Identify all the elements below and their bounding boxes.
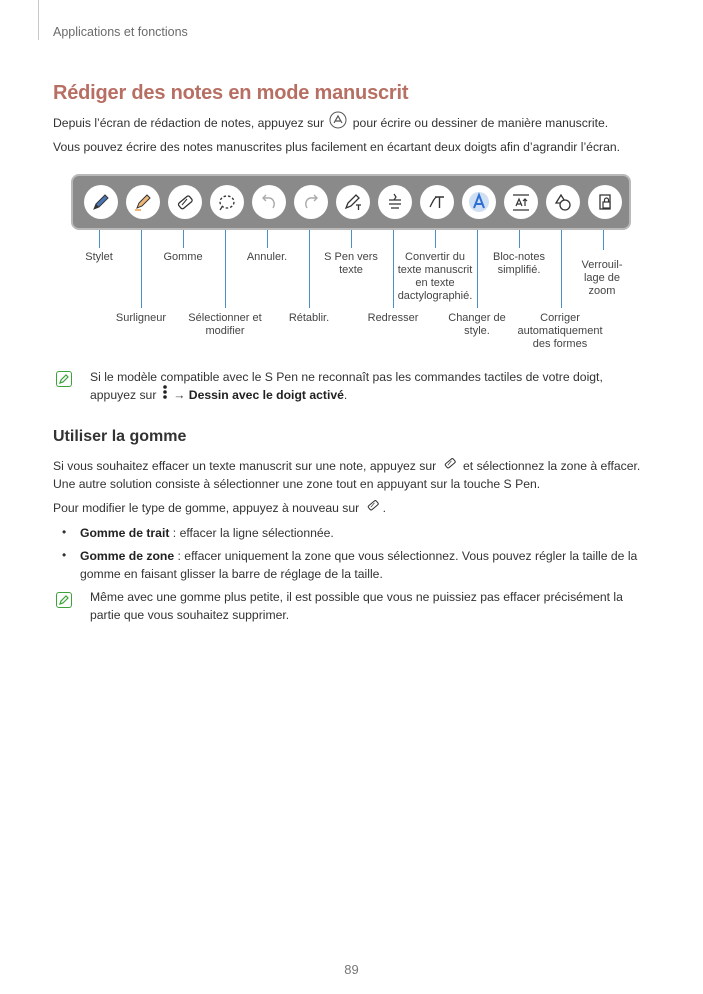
label-corr-line1: Corriger bbox=[540, 312, 580, 324]
bullet-2-line2: gomme en faisant glisser la barre de réglage de la taille. bbox=[80, 567, 383, 581]
redo-icon[interactable] bbox=[294, 185, 328, 219]
spen-to-text-icon[interactable] bbox=[336, 185, 370, 219]
label-selectionner bbox=[179, 312, 271, 338]
handwriting-toolbar bbox=[71, 174, 631, 230]
leader-surligneur bbox=[141, 230, 142, 308]
lasso-select-icon[interactable] bbox=[210, 185, 244, 219]
pen-icon[interactable] bbox=[84, 185, 118, 219]
handwriting-mode-icon bbox=[329, 111, 347, 134]
section2-p1-line1 bbox=[53, 457, 640, 476]
more-options-icon bbox=[162, 384, 168, 405]
label-corr-line2: automatiquement bbox=[517, 325, 603, 337]
bullet-2-bold: Gomme de zone bbox=[80, 549, 175, 563]
label-convertir-line4: dactylographié. bbox=[397, 290, 473, 302]
leader-annuler bbox=[267, 230, 268, 248]
label-spen-line1: S Pen vers bbox=[324, 251, 378, 263]
page-number: 89 bbox=[344, 962, 359, 977]
leader-bloc-notes bbox=[519, 230, 520, 248]
note1-text-before: appuyez sur bbox=[90, 388, 157, 402]
leader-corriger bbox=[561, 230, 562, 308]
note-icon bbox=[56, 592, 72, 608]
bullet-1-bold: Gomme de trait bbox=[80, 526, 170, 540]
change-style-icon[interactable] bbox=[462, 185, 496, 219]
label-convertir-line1: Convertir du bbox=[405, 251, 465, 263]
leader-convertir bbox=[435, 230, 436, 248]
leader-selectionner bbox=[225, 230, 226, 308]
note1-line1: Si le modèle compatible avec le S Pen ne reconnaît pas les commandes tactiles de votre doigt, bbox=[90, 370, 603, 384]
eraser-icon[interactable] bbox=[168, 185, 202, 219]
label-verr-line2: lage de bbox=[583, 272, 621, 284]
intro-text-before: Depuis l’écran de rédaction de notes, appuyez sur bbox=[53, 116, 324, 131]
zoom-lock-icon[interactable] bbox=[588, 185, 622, 219]
intro-line-1 bbox=[53, 114, 608, 134]
label-bloc-line2: simplifié. bbox=[497, 264, 541, 276]
label-corriger bbox=[509, 312, 611, 351]
s2p2-before: Pour modifier le type de gomme, appuyez à nouveau sur bbox=[53, 501, 360, 515]
label-verr-line1: Verrouil- bbox=[581, 259, 623, 271]
note1-line2 bbox=[90, 386, 347, 405]
label-annuler: Annuler. bbox=[246, 251, 288, 263]
label-changer-style bbox=[438, 312, 516, 338]
leader-gomme bbox=[183, 230, 184, 248]
running-header: Applications et fonctions bbox=[53, 25, 188, 39]
label-corr-line3: des formes bbox=[532, 338, 588, 350]
undo-icon[interactable] bbox=[252, 185, 286, 219]
label-bloc-line1: Bloc-notes bbox=[493, 251, 545, 263]
convert-handwriting-icon[interactable] bbox=[420, 185, 454, 219]
note2-line1: Même avec une gomme plus petite, il est possible que vous ne puissiez pas effacer précisément la bbox=[90, 590, 623, 604]
s2p2-after: . bbox=[382, 501, 386, 515]
bullet-1 bbox=[80, 524, 334, 542]
label-bloc-notes bbox=[481, 251, 557, 277]
highlighter-icon[interactable] bbox=[126, 185, 160, 219]
section2-p1-line2: Une autre solution consiste à sélectionner une zone tout en appuyant sur la touche S Pen. bbox=[53, 477, 541, 491]
label-retablir: Rétablir. bbox=[288, 312, 330, 324]
label-sel-line2: modifier bbox=[205, 325, 245, 337]
label-spen-line2: texte bbox=[339, 264, 363, 276]
label-convertir-line2: texte manuscrit bbox=[397, 264, 473, 276]
label-sel-line1: Sélectionner et bbox=[188, 312, 262, 324]
intro-text-after: pour écrire ou dessiner de manière manuscrite. bbox=[352, 116, 609, 131]
leader-spen bbox=[351, 230, 352, 248]
note2-line2: partie que vous souhaitez supprimer. bbox=[90, 608, 290, 622]
section-heading: Utiliser la gomme bbox=[53, 428, 187, 445]
section2-p2 bbox=[53, 499, 386, 518]
bullet-2-text: : effacer uniquement la zone que vous sélectionnez. Vous pouvez régler la taille de la bbox=[174, 549, 638, 563]
bullet-dot: • bbox=[62, 525, 67, 539]
label-chg-line1: Changer de bbox=[448, 312, 506, 324]
label-spen bbox=[311, 251, 391, 277]
leader-verrouillage bbox=[603, 230, 604, 250]
note1-bold: Dessin avec le doigt activé bbox=[188, 388, 344, 402]
shape-correct-icon[interactable] bbox=[546, 185, 580, 219]
note1-arrow: → bbox=[173, 388, 186, 402]
label-convertir-line3: en texte bbox=[415, 277, 455, 289]
label-verr-line3: zoom bbox=[588, 285, 616, 297]
label-verrouillage bbox=[571, 259, 633, 298]
leader-retablir bbox=[309, 230, 310, 308]
intro-line-2: Vous pouvez écrire des notes manuscrites plus facilement en écartant deux doigts afin d’agrandir l’écran. bbox=[53, 140, 621, 154]
bullet-dot: • bbox=[62, 548, 67, 562]
bullet-1-text: : effacer la ligne sélectionnée. bbox=[169, 526, 334, 540]
note1-period: . bbox=[343, 388, 348, 402]
page-title: Rédiger des notes en mode manuscrit bbox=[53, 82, 409, 104]
label-surligneur: Surligneur bbox=[115, 312, 167, 324]
bullet-2 bbox=[80, 547, 637, 565]
s2p1-after: et sélectionnez la zone à effacer. bbox=[463, 459, 641, 473]
eraser-icon bbox=[365, 497, 381, 518]
eraser-icon bbox=[442, 455, 458, 476]
note-icon bbox=[56, 371, 72, 387]
leader-stylet bbox=[99, 230, 100, 248]
s2p1-before: Si vous souhaitez effacer un texte manuscrit sur une note, appuyez sur bbox=[53, 459, 437, 473]
label-gomme: Gomme bbox=[163, 251, 203, 263]
label-chg-line2: style. bbox=[464, 325, 490, 337]
label-convertir bbox=[391, 251, 479, 303]
label-stylet: Stylet bbox=[85, 251, 113, 263]
straighten-icon[interactable] bbox=[378, 185, 412, 219]
header-rule bbox=[38, 0, 39, 40]
simplify-icon[interactable] bbox=[504, 185, 538, 219]
label-redresser: Redresser bbox=[367, 312, 419, 324]
